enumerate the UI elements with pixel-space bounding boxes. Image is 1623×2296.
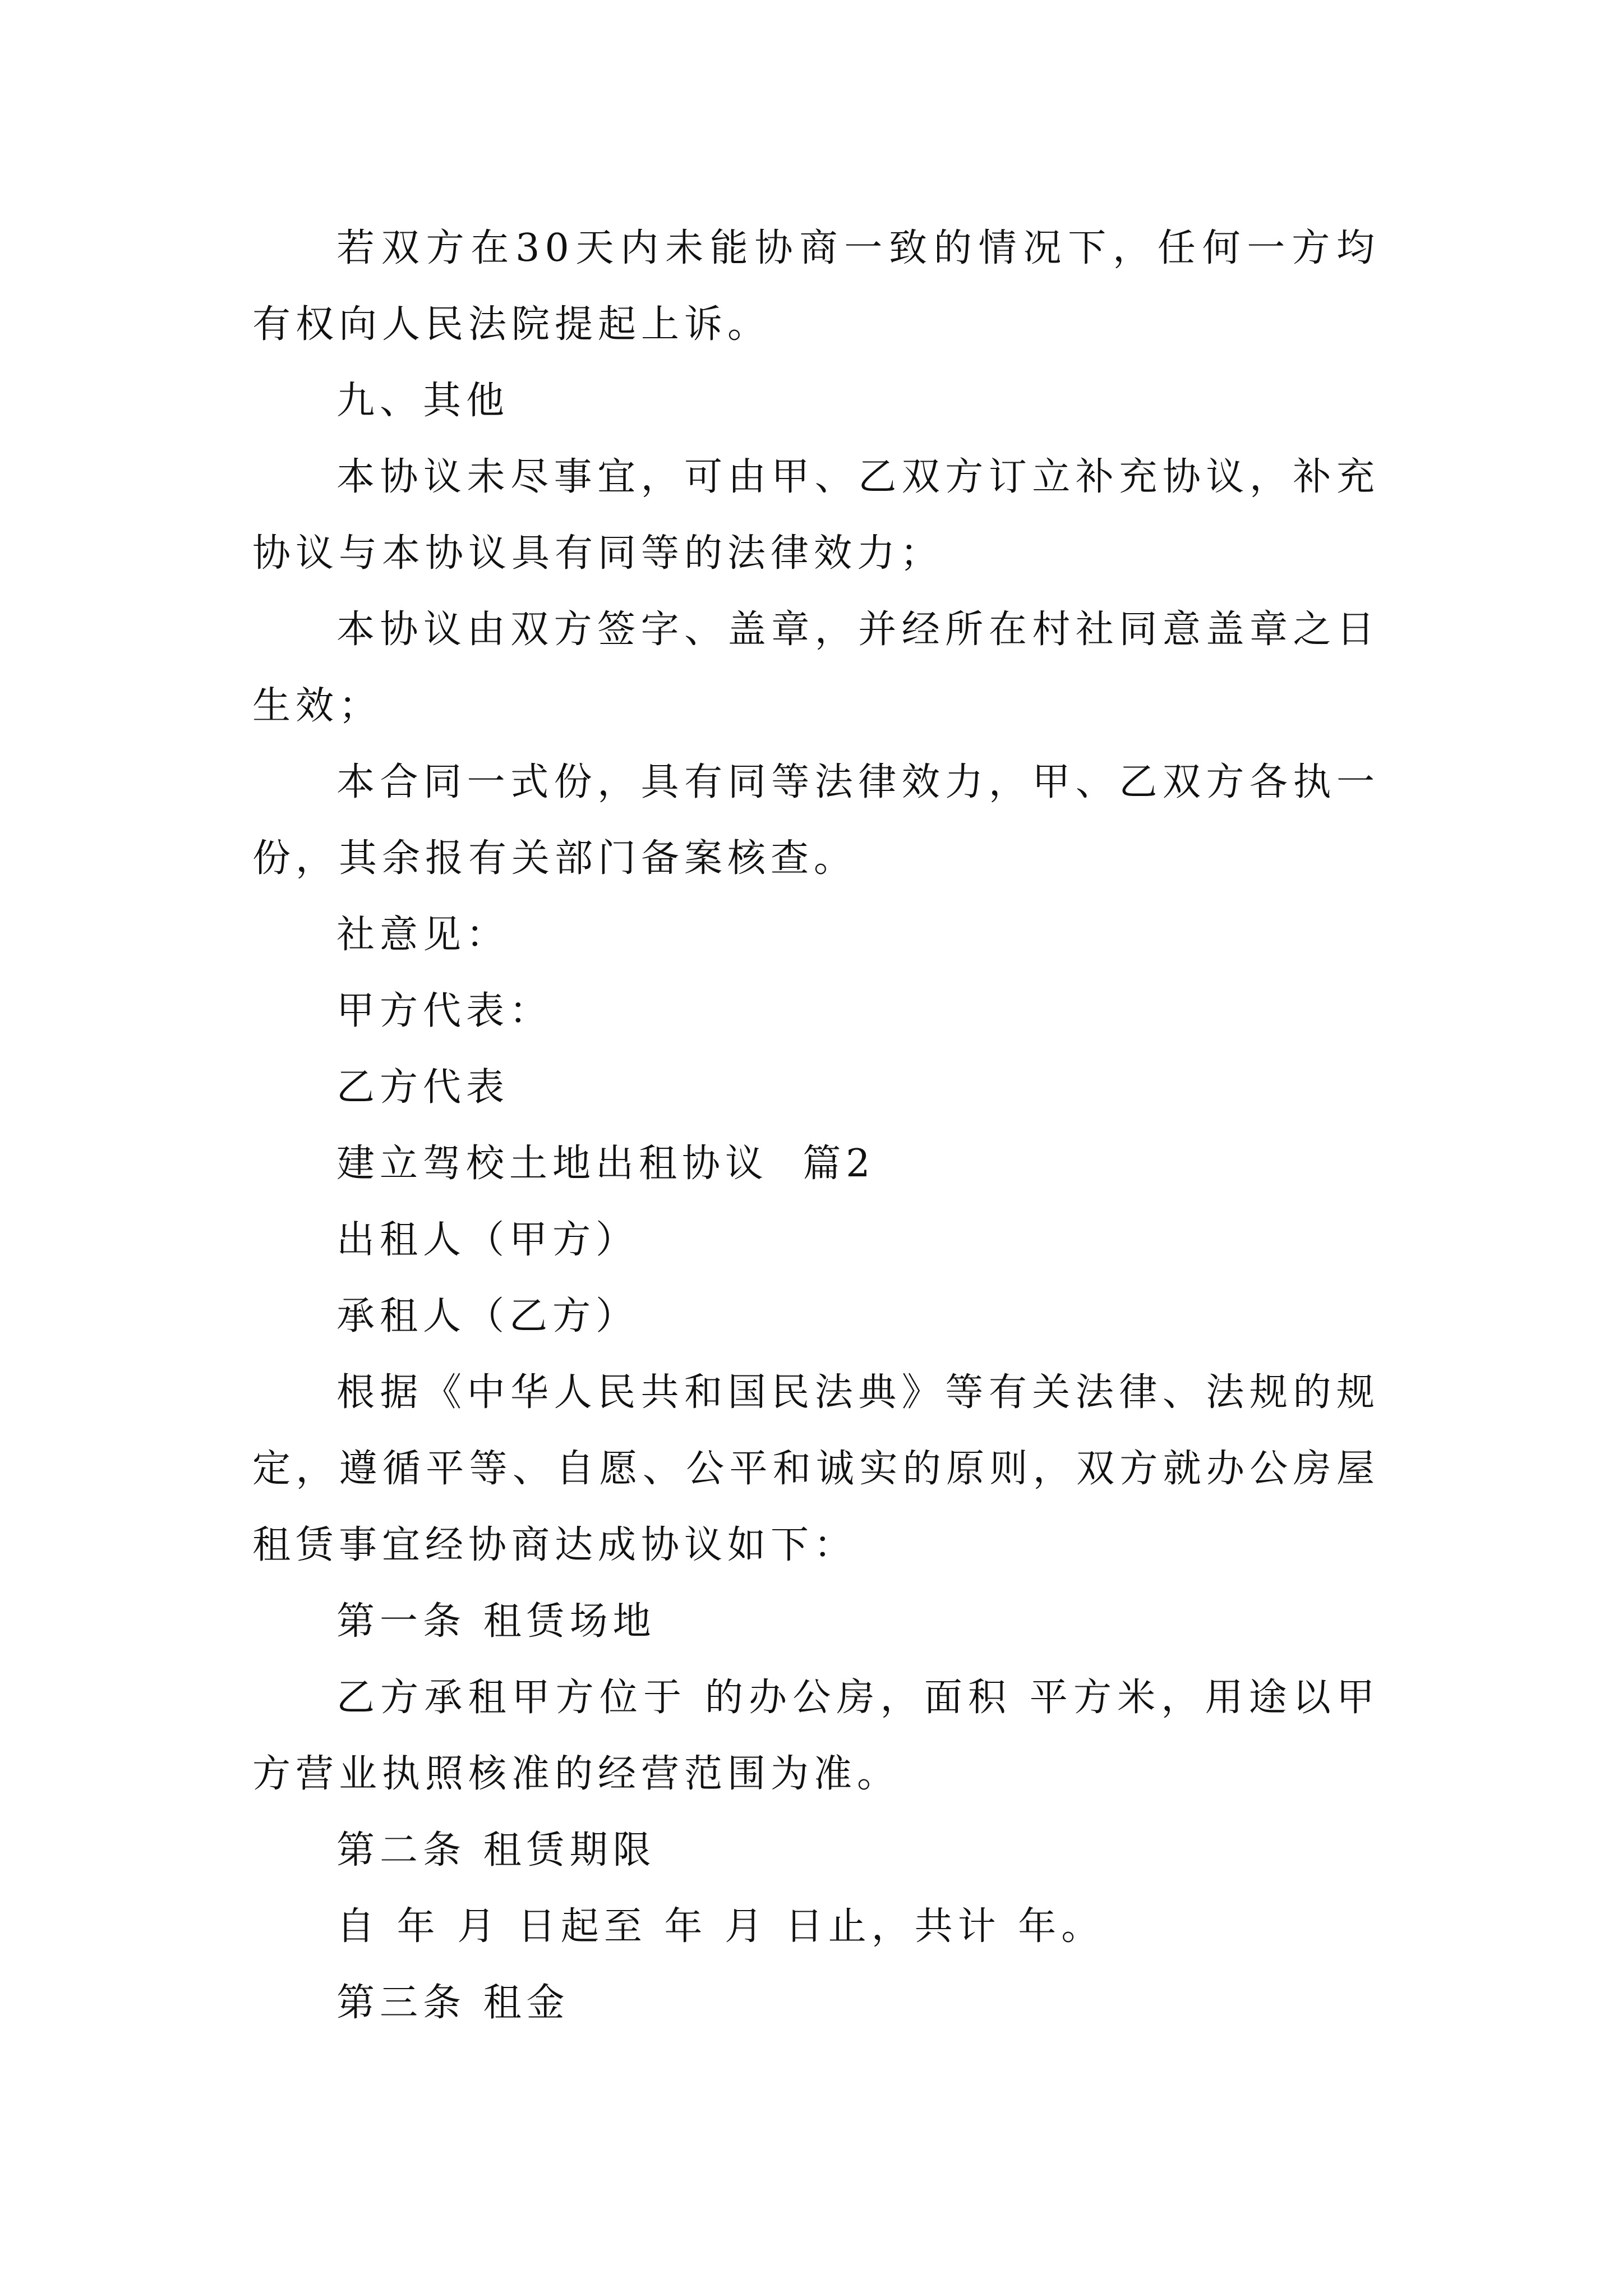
paragraph-legal-basis: 根据《中华人民共和国民法典》等有关法律、法规的规定，遵循平等、自愿、公平和诚实的原则，双方就办公房屋租赁事宜经协商达成协议如下：: [252, 1370, 1380, 1567]
heading-article-3: 第三条 租金: [336, 1981, 570, 2025]
paragraph-copies: 本合同一式份，具有同等法律效力，甲、乙双方各执一份，其余报有关部门备案核查。: [252, 760, 1380, 881]
paragraph-lease-term: 自 年 月 日起至 年 月 日止，共计 年。: [336, 1904, 1105, 1949]
paragraph-effective-date: 本协议由双方签字、盖章，并经所在村社同意盖章之日生效；: [252, 608, 1380, 728]
document-body: [252, 210, 1380, 2041]
label-party-a-representative: 甲方代表：: [336, 989, 553, 1033]
paragraph-premises: 乙方承租甲方位于 的办公房，面积 平方米，用途以甲方营业执照核准的经营范围为准。: [252, 1676, 1380, 1796]
label-party-b-representative: 乙方代表: [336, 1065, 510, 1110]
paragraph-supplementary-agreement: 本协议未尽事宜，可由甲、乙双方订立补充协议，补充协议与本协议具有同等的法律效力；: [252, 455, 1380, 576]
heading-article-1: 第一条 租赁场地: [336, 1599, 656, 1644]
paragraph-dispute-litigation: 若双方在30天内未能协商一致的情况下，任何一方均有权向人民法院提起上诉。: [252, 226, 1380, 347]
label-community-opinion: 社意见：: [336, 913, 510, 957]
label-lessor: 出租人（甲方）: [336, 1218, 639, 1262]
document-title-part-2: 建立驾校土地出租协议 篇2: [336, 1142, 875, 1186]
heading-article-2: 第二条 租赁期限: [336, 1828, 656, 1872]
label-lessee: 承租人（乙方）: [336, 1294, 639, 1338]
heading-section-9-other: 九、其他: [336, 379, 510, 423]
